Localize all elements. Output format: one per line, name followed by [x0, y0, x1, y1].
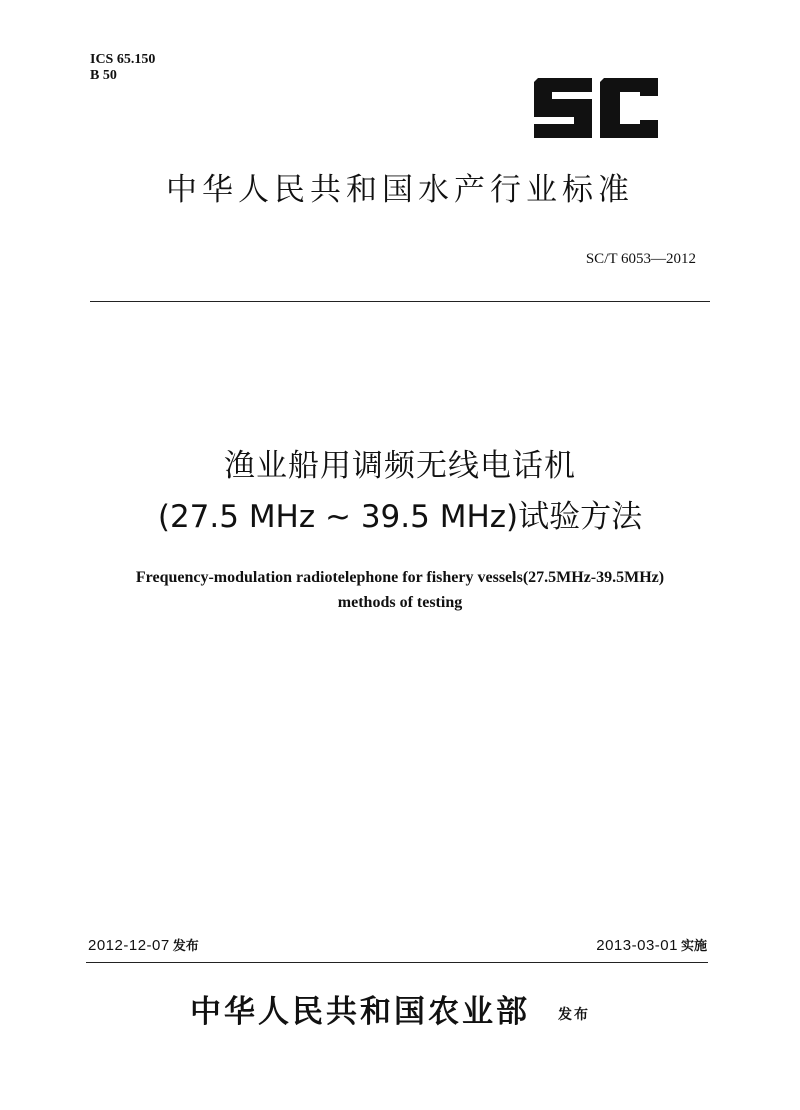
title-zh-line2: (27.5 MHz ~ 39.5 MHz)试验方法: [157, 499, 643, 535]
effective-date: 2013-03-01: [596, 937, 678, 954]
publisher-label: 发布: [558, 1007, 590, 1023]
sc-logo-s-glyph: [534, 78, 592, 138]
issue-date-block: [88, 935, 199, 954]
issue-date: 2012-12-07: [88, 937, 170, 954]
ics-code: ICS 65.150: [90, 52, 156, 67]
standard-number: SC/T 6053—2012: [585, 251, 696, 267]
effective-label: 实施: [680, 939, 707, 954]
issue-label: 发布: [172, 939, 199, 954]
footer-divider: [86, 962, 708, 963]
header-divider: [90, 301, 710, 302]
publisher-name: 中华人民共和国农业部: [190, 994, 530, 1030]
ccs-code: B 50: [90, 68, 117, 83]
title-en-line1: Frequency-modulation radiotelephone for fishery vessels(27.5MHz-39.5MHz): [135, 569, 665, 586]
title-zh-line1: 渔业船用调频无线电话机: [224, 448, 576, 484]
effective-date-block: [596, 935, 707, 954]
classification-codes: [90, 52, 155, 84]
organization-title: 中华人民共和国水产行业标准: [166, 172, 634, 208]
sc-logo-c-glyph: [600, 78, 658, 138]
title-en-line2: methods of testing: [337, 594, 463, 611]
sc-logo: [534, 78, 658, 138]
